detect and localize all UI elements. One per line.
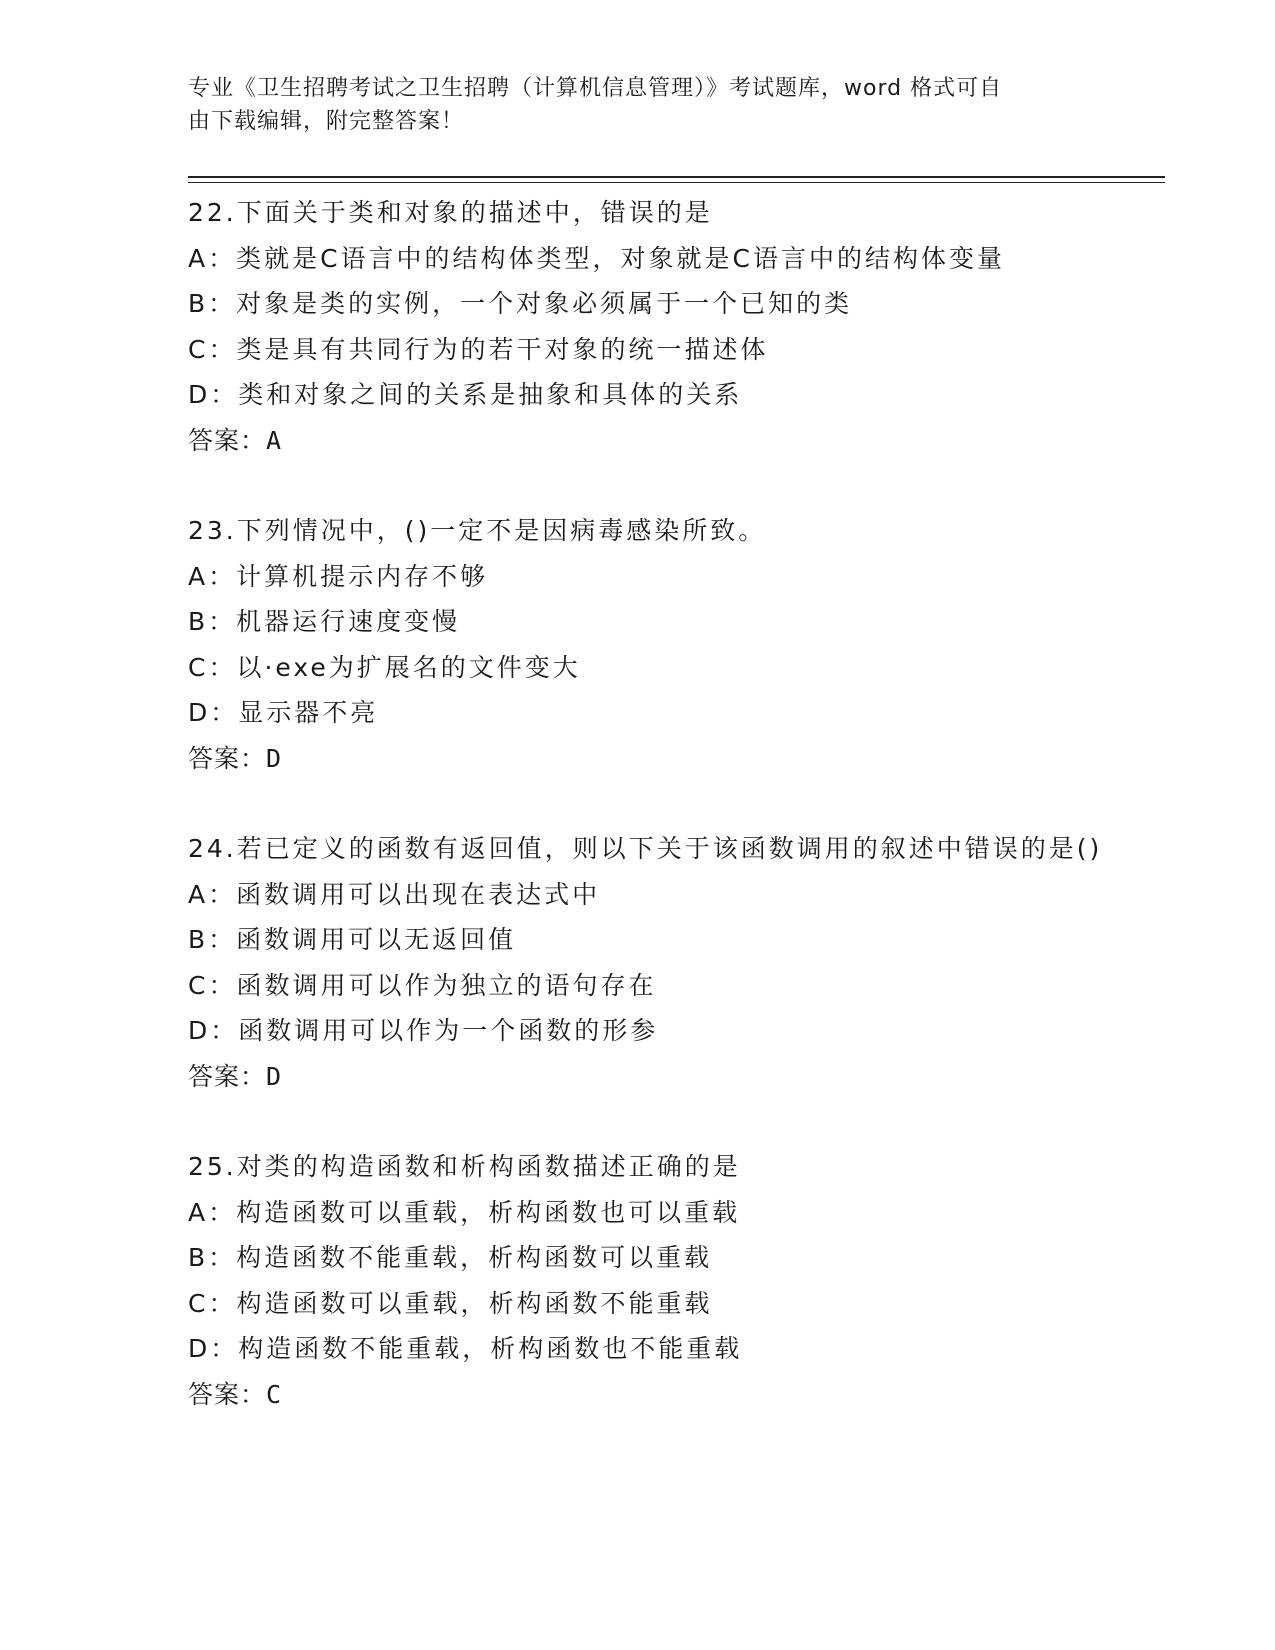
header-divider-thin: [188, 182, 1165, 183]
answer-value: D: [266, 743, 283, 773]
option-c: C：以·exe为扩展名的文件变大: [188, 652, 581, 682]
document-header: [188, 72, 1068, 138]
answer-line: [188, 736, 1128, 782]
option-a: A：构造函数可以重载，析构函数也可以重载: [188, 1197, 741, 1227]
question-22: [188, 190, 1128, 463]
answer-label: 答案：: [188, 743, 267, 773]
option-d: D：显示器不亮: [188, 698, 379, 727]
option-d: D：函数调用可以作为一个函数的形参: [188, 1016, 659, 1045]
question-stem: 22.下面关于类和对象的描述中，错误的是: [188, 198, 713, 227]
answer-value: A: [266, 425, 283, 455]
answer-value: D: [266, 1061, 283, 1091]
header-line-2: 由下载编辑，附完整答案！: [188, 109, 465, 134]
question-stem: 24.若已定义的函数有返回值，则以下关于该函数调用的叙述中错误的是(): [188, 834, 1103, 863]
header-divider-thick: [188, 176, 1165, 178]
answer-line: [188, 1054, 1128, 1100]
answer-label: 答案：: [188, 1379, 267, 1409]
question-25: [188, 1144, 1128, 1417]
option-c: C：函数调用可以作为独立的语句存在: [188, 970, 657, 1000]
answer-line: [188, 1372, 1128, 1418]
option-a: A：计算机提示内存不够: [188, 561, 489, 591]
option-b: B：机器运行速度变慢: [188, 607, 461, 636]
option-d: D：类和对象之间的关系是抽象和具体的关系: [188, 380, 743, 409]
question-23: [188, 508, 1128, 781]
question-24: [188, 826, 1128, 1099]
option-d: D：构造函数不能重载，析构函数也不能重载: [188, 1334, 743, 1363]
answer-label: 答案：: [188, 1061, 267, 1091]
option-a: A：类就是C语言中的结构体类型，对象就是C语言中的结构体变量: [188, 243, 1006, 273]
question-list: [188, 190, 1128, 1462]
question-stem: 25.对类的构造函数和析构函数描述正确的是: [188, 1152, 741, 1181]
header-line-1: 专业《卫生招聘考试之卫生招聘（计算机信息管理）》考试题库，word 格式可自: [188, 76, 1003, 101]
option-a: A：函数调用可以出现在表达式中: [188, 879, 601, 909]
answer-line: [188, 418, 1128, 464]
question-stem: 23.下列情况中，()一定不是因病毒感染所致。: [188, 516, 767, 545]
answer-value: C: [266, 1379, 283, 1409]
answer-label: 答案：: [188, 425, 267, 455]
option-b: B：构造函数不能重载，析构函数可以重载: [188, 1243, 713, 1272]
option-b: B：函数调用可以无返回值: [188, 925, 517, 954]
option-c: C：类是具有共同行为的若干对象的统一描述体: [188, 334, 769, 364]
option-c: C：构造函数可以重载，析构函数不能重载: [188, 1288, 713, 1318]
option-b: B：对象是类的实例，一个对象必须属于一个已知的类: [188, 289, 853, 318]
